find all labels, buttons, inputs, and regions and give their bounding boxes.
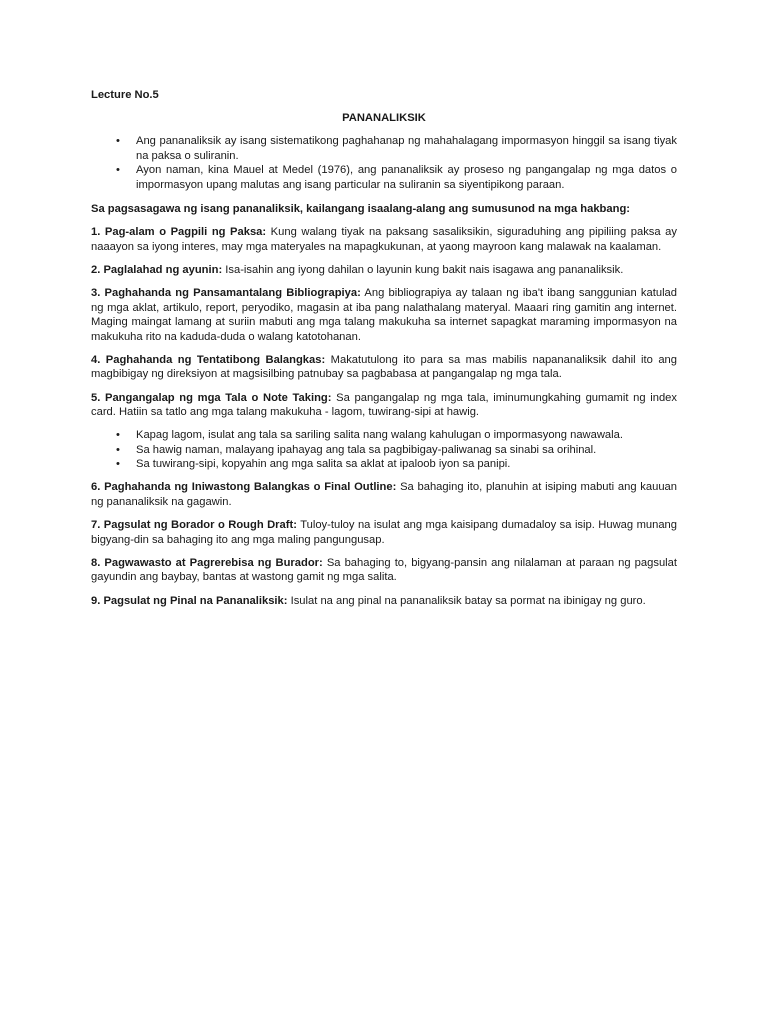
step-text: Isulat na ang pinal na pananaliksik batay sa pormat na ibinigay ng guro.	[287, 594, 646, 607]
step-heading: 9. Pagsulat ng Pinal na Pananaliksik:	[91, 594, 288, 607]
list-item	[91, 134, 677, 163]
list-item	[91, 457, 677, 472]
step-2	[91, 263, 677, 278]
step-7	[91, 518, 677, 547]
step-text: Sa pangangalap ng mga tala, iminumungkahing gumamit ng index card. Hatiin sa tatlo ang mga talang makukuha - lagom, tuwirang-sipi at hawig.	[91, 391, 677, 419]
lecture-number: Lecture No.5	[91, 89, 159, 101]
list-item	[91, 163, 677, 192]
list-item-text: Ayon naman, kina Mauel at Medel (1976), ang pananaliksik ay proseso ng pangangalap ng mga datos o impormasyon upang malutas ang isang particular na suliranin sa siyentipikong paraan.	[136, 164, 677, 191]
bullet-icon: •	[116, 429, 120, 442]
step-text: Sa bahaging ito, planuhin at isiping mabuti ang kauuan ng pananaliksik na gagawin.	[91, 481, 677, 509]
page-title: PANANALIKSIK	[342, 111, 426, 124]
list-item	[91, 428, 677, 443]
step-heading: 3. Paghahanda ng Pansamantalang Bibliograpiya:	[91, 286, 361, 299]
step-text: Kung walang tiyak na paksang sasaliksikin, siguraduhing ang pipiliing paksa ay naaayon sa iyong interes, may mga materyales na mapagkukunan, at yaong mayroon kang malawak na kaalaman.	[91, 226, 677, 253]
step-text: Isa-isahin ang iyong dahilan o layunin kung bakit nais isagawa ang pananaliksik.	[222, 263, 624, 276]
step-4	[91, 353, 677, 382]
step-text: Sa bahaging to, bigyang-pansin ang nilalaman at paraan ng pagsulat gayundin ang baybay, bantas at wastong gamit ng mga salita.	[91, 556, 677, 584]
list-item-text: Sa tuwirang-sipi, kopyahin ang mga salita sa aklat at ipaloob iyon sa panipi.	[136, 458, 511, 471]
step-9	[91, 594, 677, 609]
step-heading: 8. Pagwawasto at Pagrerebisa ng Burador:	[91, 556, 323, 569]
step-heading: 1. Pag-alam o Pagpili ng Paksa:	[91, 226, 267, 239]
list-item-text: Ang pananaliksik ay isang sistematikong paghahanap ng mahahalagang impormasyon hinggil sa isang tiyak na paksa o suliranin.	[136, 135, 677, 162]
list-item-text: Kapag lagom, isulat ang tala sa sariling salita nang walang kahulugan o impormasyong nawawala.	[136, 429, 623, 442]
step-1	[91, 225, 677, 254]
step-heading: 5. Pangangalap ng mga Tala o Note Taking:	[91, 391, 332, 404]
step-heading: 4. Paghahanda ng Tentatibong Balangkas:	[91, 353, 326, 366]
definition-list	[91, 134, 677, 192]
bullet-icon: •	[116, 135, 120, 148]
list-item-text: Sa hawig naman, malayang ipahayag ang tala sa pagbibigay-paliwanag sa sinabi sa orihinal.	[136, 443, 597, 456]
bullet-icon: •	[116, 458, 120, 471]
note-taking-list	[91, 428, 677, 472]
step-heading: 2. Paglalahad ng ayunin:	[91, 263, 223, 276]
step-5	[91, 391, 677, 420]
list-item	[91, 443, 677, 458]
bullet-icon: •	[116, 164, 120, 177]
step-3	[91, 286, 677, 344]
steps-intro: Sa pagsasagawa ng isang pananaliksik, kailangang isaalang-alang ang sumusunod na mga hakbang:	[91, 202, 631, 215]
step-text: Tuloy-tuloy na isulat ang mga kaisipang dumadaloy sa isip. Huwag munang bigyang-din sa bahaging ito ang mga maling pangungusap.	[91, 519, 677, 546]
step-6	[91, 480, 677, 509]
step-heading: 7. Pagsulat ng Borador o Rough Draft:	[91, 519, 297, 532]
step-heading: 6. Paghahanda ng Iniwastong Balangkas o Final Outline:	[91, 481, 397, 494]
step-text: Ang bibliograpiya ay talaan ng iba't ibang sanggunian katulad ng mga aklat, artikulo, report, peryodiko, magasin at iba pang nalathalang materyal. Maaari ring gamitin ang internet. Maging maingat lamang at suriin mabuti ang mga talang makukuha sa internet sapagkat maraming impormasyon na makukuha rito na kaduda-duda o walang katotohanan.	[91, 286, 678, 343]
bullet-icon: •	[116, 443, 120, 456]
step-text: Makatutulong ito para sa mas mabilis napananaliksik dahil ito ang magbibigay ng direksiyon at magsisilbing patnubay sa pagbabasa at pangangalap ng mga tala.	[91, 353, 677, 381]
step-8	[91, 556, 677, 585]
